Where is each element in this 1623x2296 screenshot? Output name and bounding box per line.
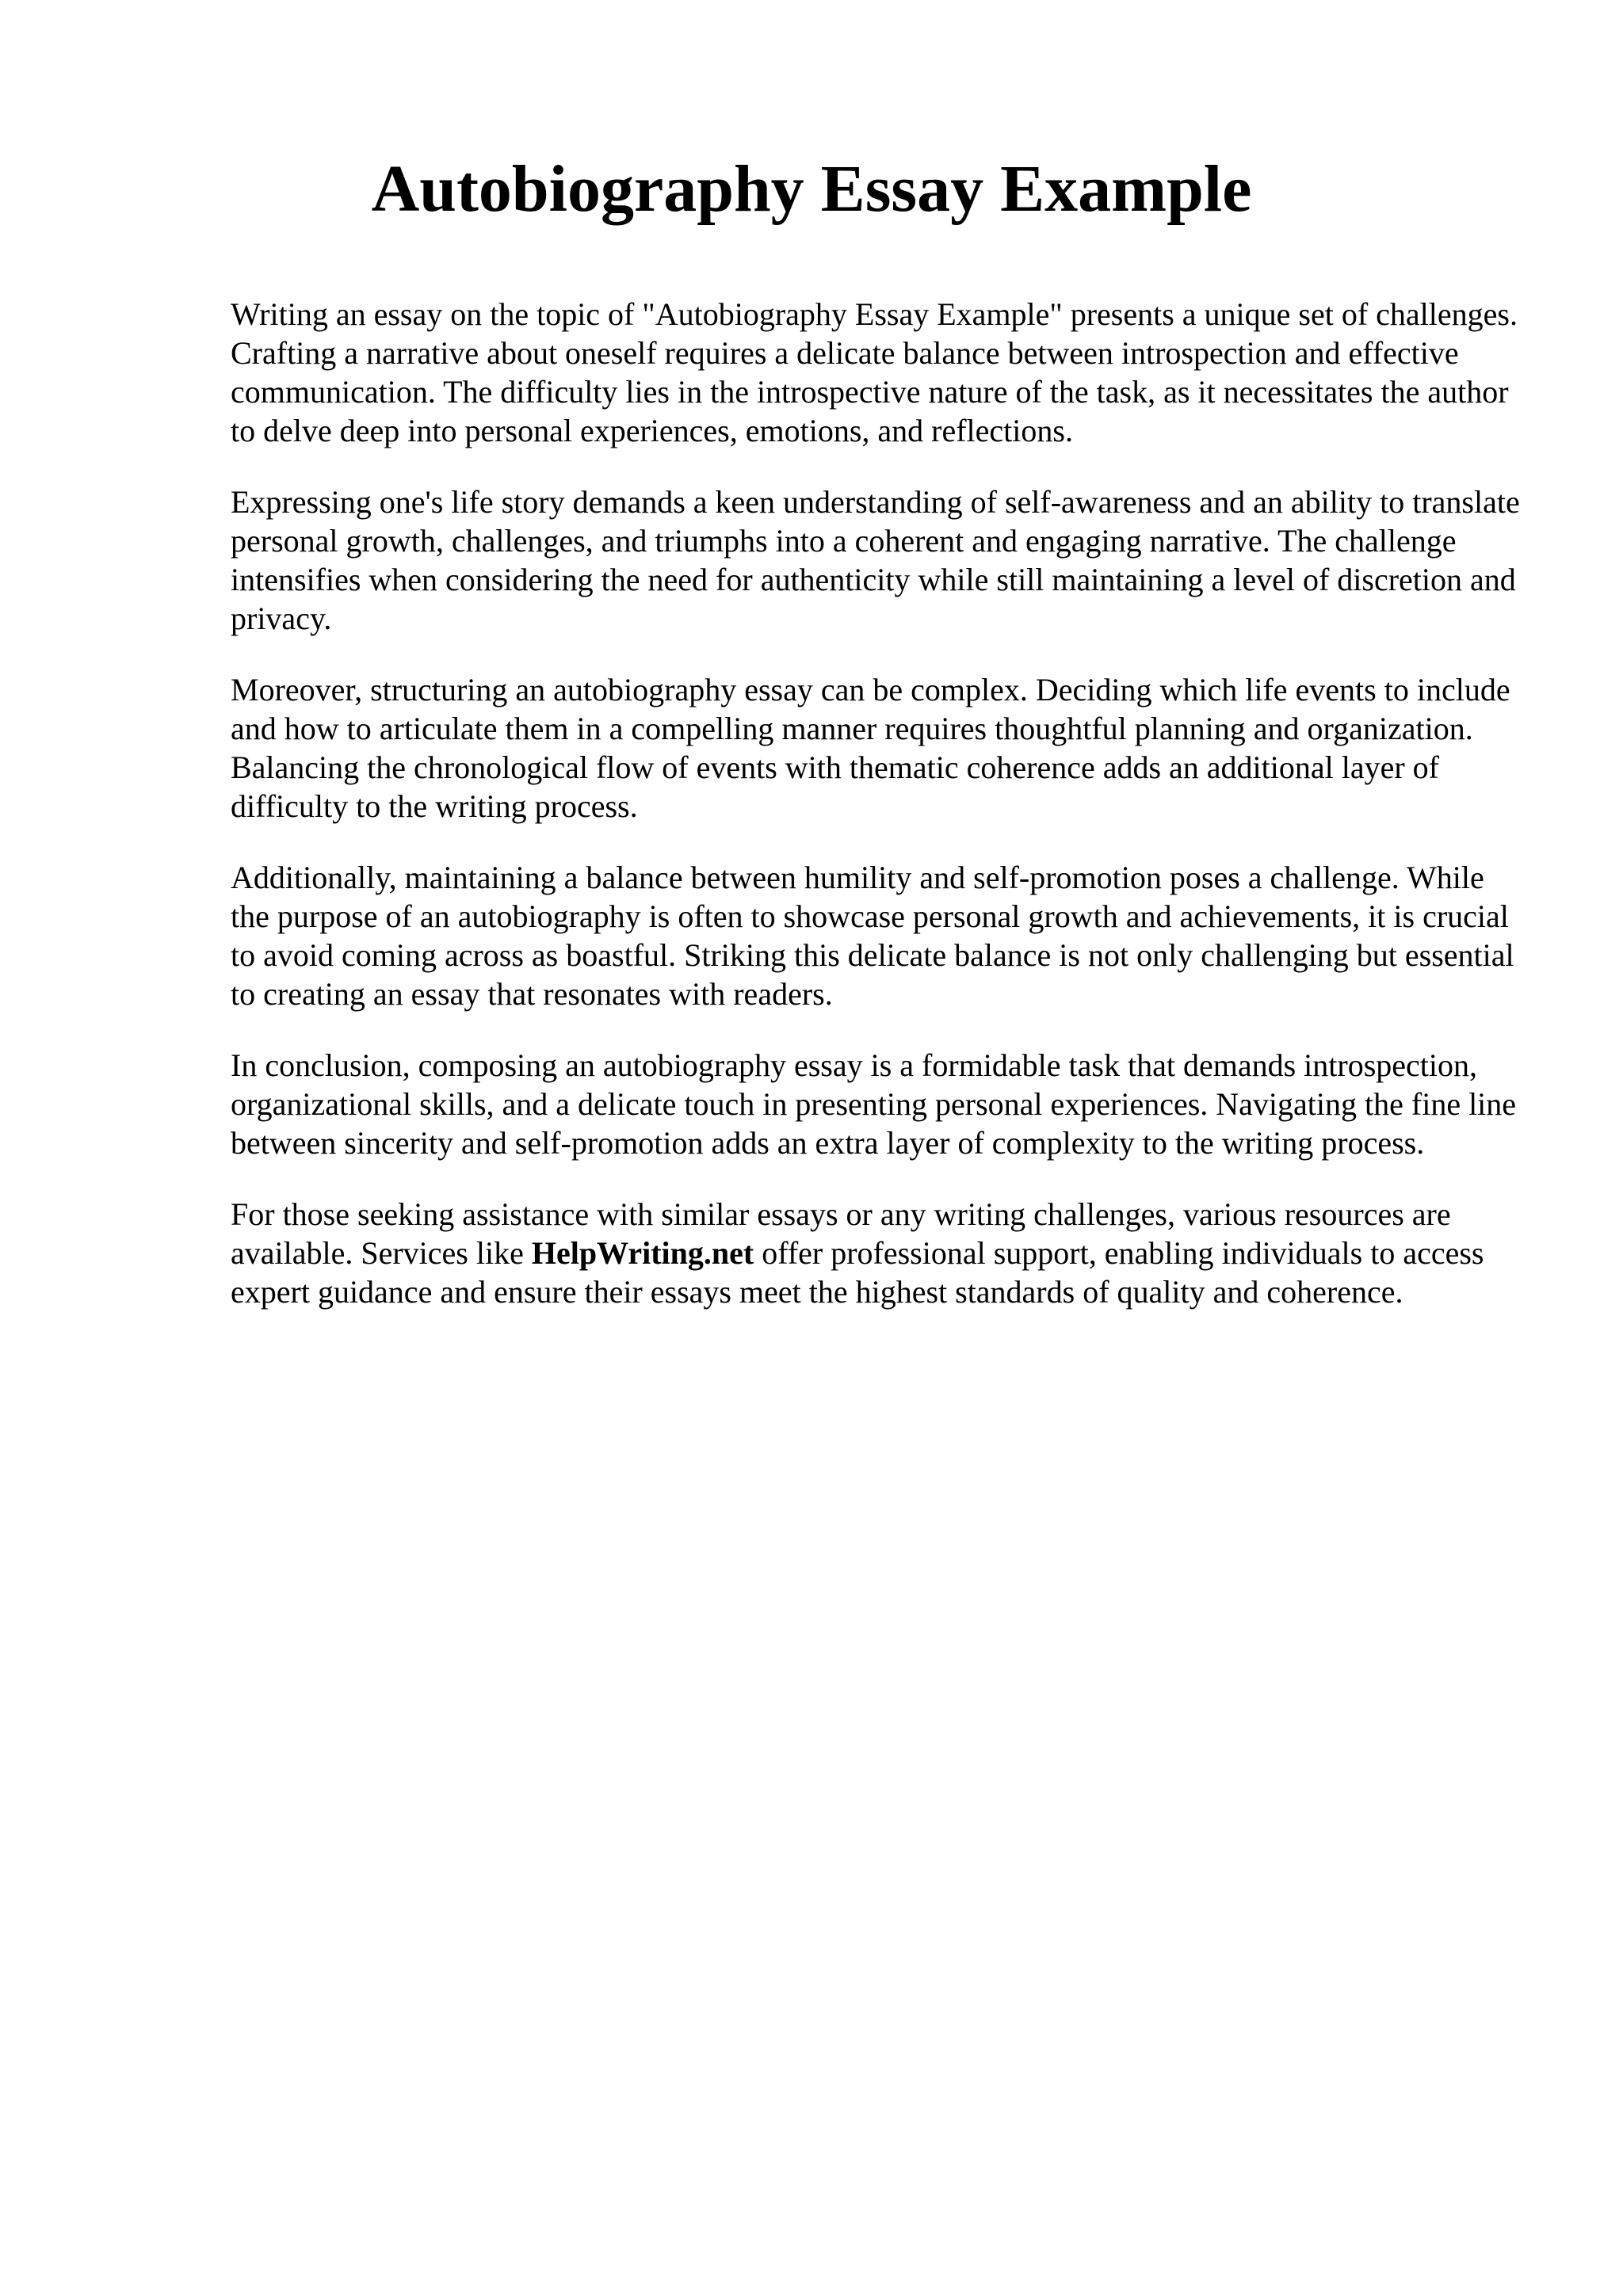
paragraph-2: Expressing one's life story demands a keen understanding of self-awareness and an ability to translate personal growth, challenges, and triumphs into a coherent and engaging narrative. The challenge intensifies when considering the need for authenticity while still maintaining a level of discretion and privacy. (231, 484, 1520, 636)
page-title: Autobiography Essay Example (371, 152, 1252, 226)
paragraph-6-before: For those seeking assistance with similar essays or any writing challenges, various resources are available. Services like (231, 1196, 1451, 1271)
paragraph-4: Additionally, maintaining a balance between humility and self-promotion poses a challenge. While the purpose of an autobiography is often to showcase personal growth and achievements, it is crucial to avoid coming across as boastful. Striking this delicate balance is not only challenging but essential to creating an essay that resonates with readers. (231, 860, 1514, 1012)
essay-body (231, 295, 1530, 1344)
paragraph-5: In conclusion, composing an autobiography essay is a formidable task that demands introspection, organizational skills, and a delicate touch in presenting personal experiences. Navigating the fine line between sincerity and self-promotion adds an extra layer of complexity to the writing process. (231, 1047, 1517, 1161)
paragraph-6 (231, 1195, 1530, 1311)
helpwriting-link[interactable]: HelpWriting.net (531, 1235, 754, 1271)
paragraph-6-after: offer professional support, enabling individuals to access expert guidance and ensure their essays meet the highest standards of quality and coherence. (231, 1235, 1484, 1310)
paragraph-1: Writing an essay on the topic of "Autobiography Essay Example" presents a unique set of challenges. Crafting a narrative about oneself requires a delicate balance between introspection and effective communication. The difficulty lies in the introspective nature of the task, as it necessitates the author to delve deep into personal experiences, emotions, and reflections. (231, 296, 1518, 448)
paragraph-3: Moreover, structuring an autobiography essay can be complex. Deciding which life events to include and how to articulate them in a compelling manner requires thoughtful planning and organization. Balancing the chronological flow of events with thematic coherence adds an additional layer of difficulty to the writing process. (231, 672, 1510, 824)
